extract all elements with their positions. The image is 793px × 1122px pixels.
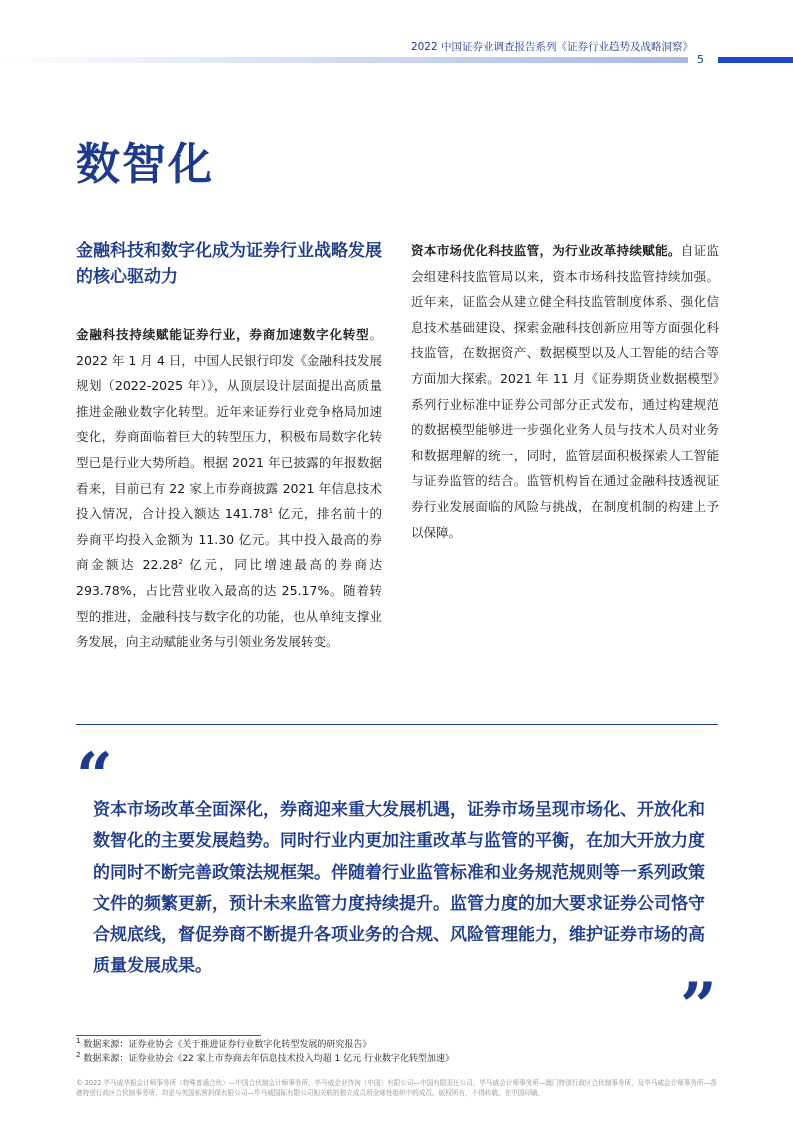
close-quote-icon: ” (680, 969, 717, 1044)
right-body-text: 自证监会组建科技监管局以来，资本市场科技监管持续加强。近年来，证监会从建立健全科技监管制度体系、强化信息技术基础建设、探索金融科技创新应用等方面强化科技监管，在数据资产、数据模型以及人工智能的结合等方面加大探索。2021 年 11 月《证券期货业数据模型》系列行业标准中证券公司部分正式发布，通过构建规范的数据模型能够进一步强化业务人员与技术人员对业务和数据理解的统一，同时，监管层面积极探索人工智能与证券监管的结合。监管机构旨在通过金融科技透视证券行业发展面临的风险与挑战，在制度机制的构建上予以保障。 (411, 243, 719, 540)
left-body-text-2: 亿元，排名前十的券商平均投入金额为 11.30 亿元。其中投入最高的券商金额达 22.28 (76, 506, 382, 573)
footnote-rule (76, 1035, 261, 1036)
left-lead-sentence: 金融科技持续赋能证券行业，券商加速数字化转型 (76, 327, 370, 342)
left-body-text-1: 。2022 年 1 月 4 日，中国人民银行印发《金融科技发展规划（2022-2025 年）》，从顶层设计层面提出高质量推进金融业数字化转型。近年来证券行业竞争格局加速变化，券商面临着巨大的转型压力，积极布局数字化转型已是行业大势所趋。根据 2021 年已披露的年报数据看来，目前已有 22 家上市券商披露 2021 年信息技术投入情况，合计投入额达 141.78 (76, 327, 382, 522)
page-title: 数智化 (76, 139, 214, 190)
footnote-ref-2: 2 (178, 558, 183, 567)
section-divider (76, 724, 718, 725)
header-gradient-bar (0, 57, 688, 63)
header-accent-bar (718, 57, 793, 63)
right-column (411, 238, 719, 545)
copyright-notice: © 2022 毕马威华振会计师事务所（特殊普通合伙）—中国合伙制会计师事务所，毕马威企业咨询（中国）有限公司—中国有限责任公司，毕马威会计师事务所—澳门特别行政区合伙制事务所，及毕马威会计师事务所—香港特别行政区合伙制事务所，均是与英国私营担保有限公司—毕马威国际有限公司相关联的独立成员所全球性组织中的成员。版权所有，不得转载。在中国印刷。 (76, 1079, 717, 1097)
footnote-item: $^1$ 数据来源：证券业协会《关于推进证券行业数字化转型发展的研究报告》 (76, 1037, 372, 1050)
right-body-paragraph (411, 238, 719, 545)
footnote-ref-1: 1 (268, 507, 274, 515)
section-heading: 金融科技和数字化成为证券行业战略发展的核心驱动力 (76, 241, 382, 287)
page-number: 5 (697, 53, 704, 66)
footnote-item: $^2$ 数据来源：证券业协会《22 家上市券商去年信息技术投入均超 1 亿元 行业数字化转型加速》 (76, 1051, 454, 1064)
left-body-text-3: 亿元，同比增速最高的券商达 293.78%，占比营业收入最高的达 25.17%。随着转型的推进，金融科技与数字化的功能，也从单纯支撑业务发展，向主动赋能业务与引领业务发展转变。 (76, 557, 382, 650)
report-series-title: 2022 中国证券业调查报告系列《证券行业趋势及战略洞察》 (410, 41, 693, 53)
left-body-paragraph (76, 322, 382, 655)
pull-quote: 资本市场改革全面深化，券商迎来重大发展机遇，证券市场呈现市场化、开放化和数智化的主要发展趋势。同时行业内更加注重改革与监管的平衡，在加大开放力度的同时不断完善政策法规框架。伴随着行业监管标准和业务规范规则等一系列政策文件的频繁更新，预计未来监管力度持续提升。监管力度的加大要求证券公司恪守合规底线，督促券商不断提升各项业务的合规、风险管理能力，维护证券市场的高质量发展成果。 (93, 800, 705, 977)
footnotes (76, 1038, 736, 1066)
right-lead-sentence: 资本市场优化科技监管，为行业改革持续赋能。 (411, 243, 681, 258)
left-column (76, 238, 382, 655)
open-quote-icon: “ (76, 739, 113, 814)
